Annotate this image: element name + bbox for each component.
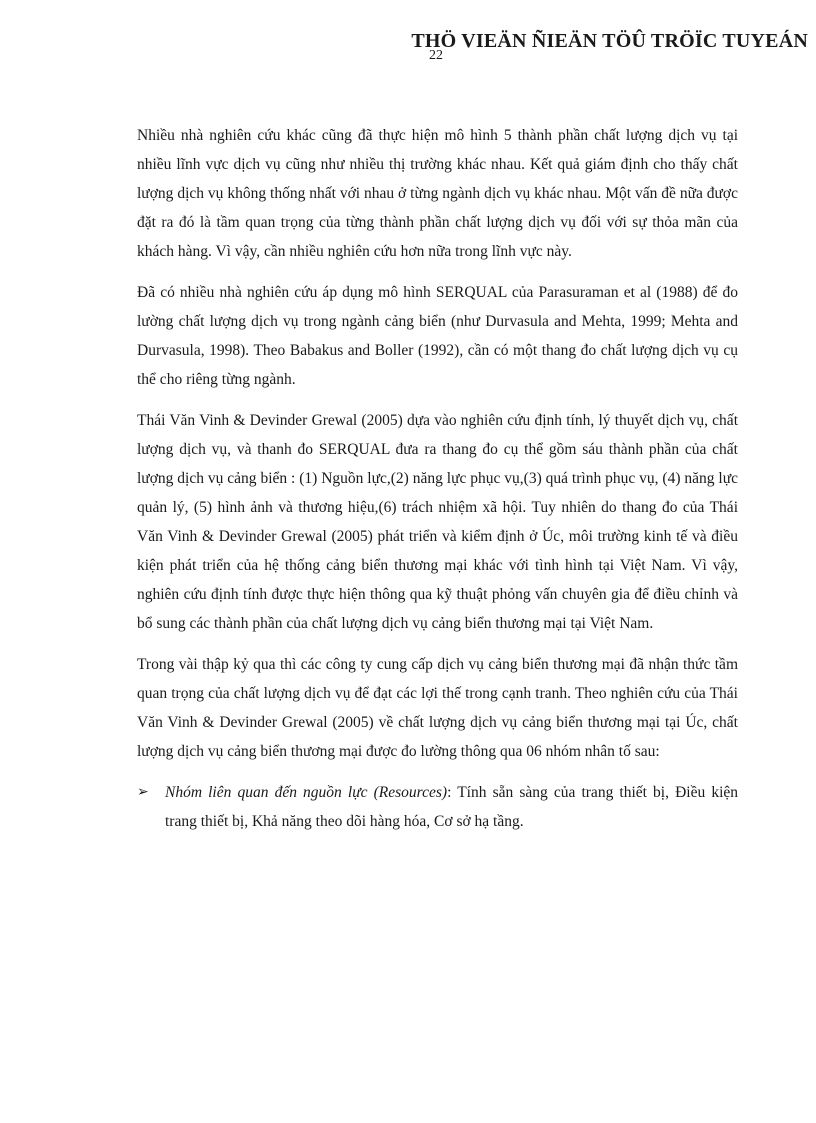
bullet-title: Nhóm liên quan đến nguồn lực (Resources) (165, 784, 448, 801)
paragraph: Đã có nhiều nhà nghiên cứu áp dụng mô hình SERQUAL của Parasuraman et al (1988) để đo lường chất lượng dịch vụ trong ngành cảng biển (như Durvasula and Mehta, 1999; Mehta and Durvasula, 1998). Theo Babakus and Boller (1992), cần có một thang đo chất lượng dịch vụ cụ thể cho riêng từng ngành. (137, 284, 738, 388)
body-text (137, 121, 738, 836)
page-number: 22 (429, 48, 443, 63)
paragraph: Nhiều nhà nghiên cứu khác cũng đã thực hiện mô hình 5 thành phần chất lượng dịch vụ tại nhiều lĩnh vực dịch vụ cũng như nhiều thị trường khác nhau. Kết quả giám định cho thấy chất lượng dịch vụ không thống nhất với nhau ở từng ngành dịch vụ khác nhau. Một vấn đề nữa được đặt ra đó là tầm quan trọng của từng thành phần chất lượng dịch vụ đối với sự thỏa mãn của khách hàng. Vì vậy, cần nhiều nghiên cứu hơn nữa trong lĩnh vực này. (137, 127, 738, 260)
arrow-bullet-icon: ➢ (137, 784, 149, 800)
paragraph: Thái Văn Vinh & Devinder Grewal (2005) dựa vào nghiên cứu định tính, lý thuyết dịch vụ, chất lượng dịch vụ, và thanh đo SERQUAL đưa ra thang đo cụ thể gồm sáu thành phần của chất lượng dịch vụ cảng biển : (1) Nguồn lực,(2) năng lực phục vụ,(3) quá trình phục vụ, (4) năng lực quản lý, (5) hình ảnh và thương hiệu,(6) trách nhiệm xã hội. Tuy nhiên do thang đo của Thái Văn Vinh & Devinder Grewal (2005) phát triển và kiểm định ở Úc, môi trường kinh tế và điều kiện phát triển của hệ thống cảng biển thương mại khác với tình hình tại Việt Nam. Vì vậy, nghiên cứu định tính được thực hiện thông qua kỹ thuật phỏng vấn chuyên gia để điều chỉnh và bổ sung các thành phần của chất lượng dịch vụ cảng biển thương mại tại Việt Nam. (137, 412, 738, 632)
bullet-item (137, 778, 738, 836)
paragraph: Trong vài thập kỷ qua thì các công ty cung cấp dịch vụ cảng biển thương mại đã nhận thức tầm quan trọng của chất lượng dịch vụ để đạt các lợi thế trong cạnh tranh. Theo nghiên cứu của Thái Văn Vinh & Devinder Grewal (2005) về chất lượng dịch vụ cảng biển thương mại tại Úc, chất lượng dịch vụ cảng biển thương mại được đo lường thông qua 06 nhóm nhân tố sau: (137, 656, 738, 760)
header-title: THÖ VIEÄN ÑIEÄN TÖÛ TRÖÏC TUYEÁN (411, 30, 808, 52)
bullet-description: : Tính sẵn sàng của trang thiết bị, Điều kiện trang thiết bị, Khả năng theo dõi hàng hóa, Cơ sở hạ tầng. (165, 784, 739, 830)
bullet-text (165, 778, 738, 836)
